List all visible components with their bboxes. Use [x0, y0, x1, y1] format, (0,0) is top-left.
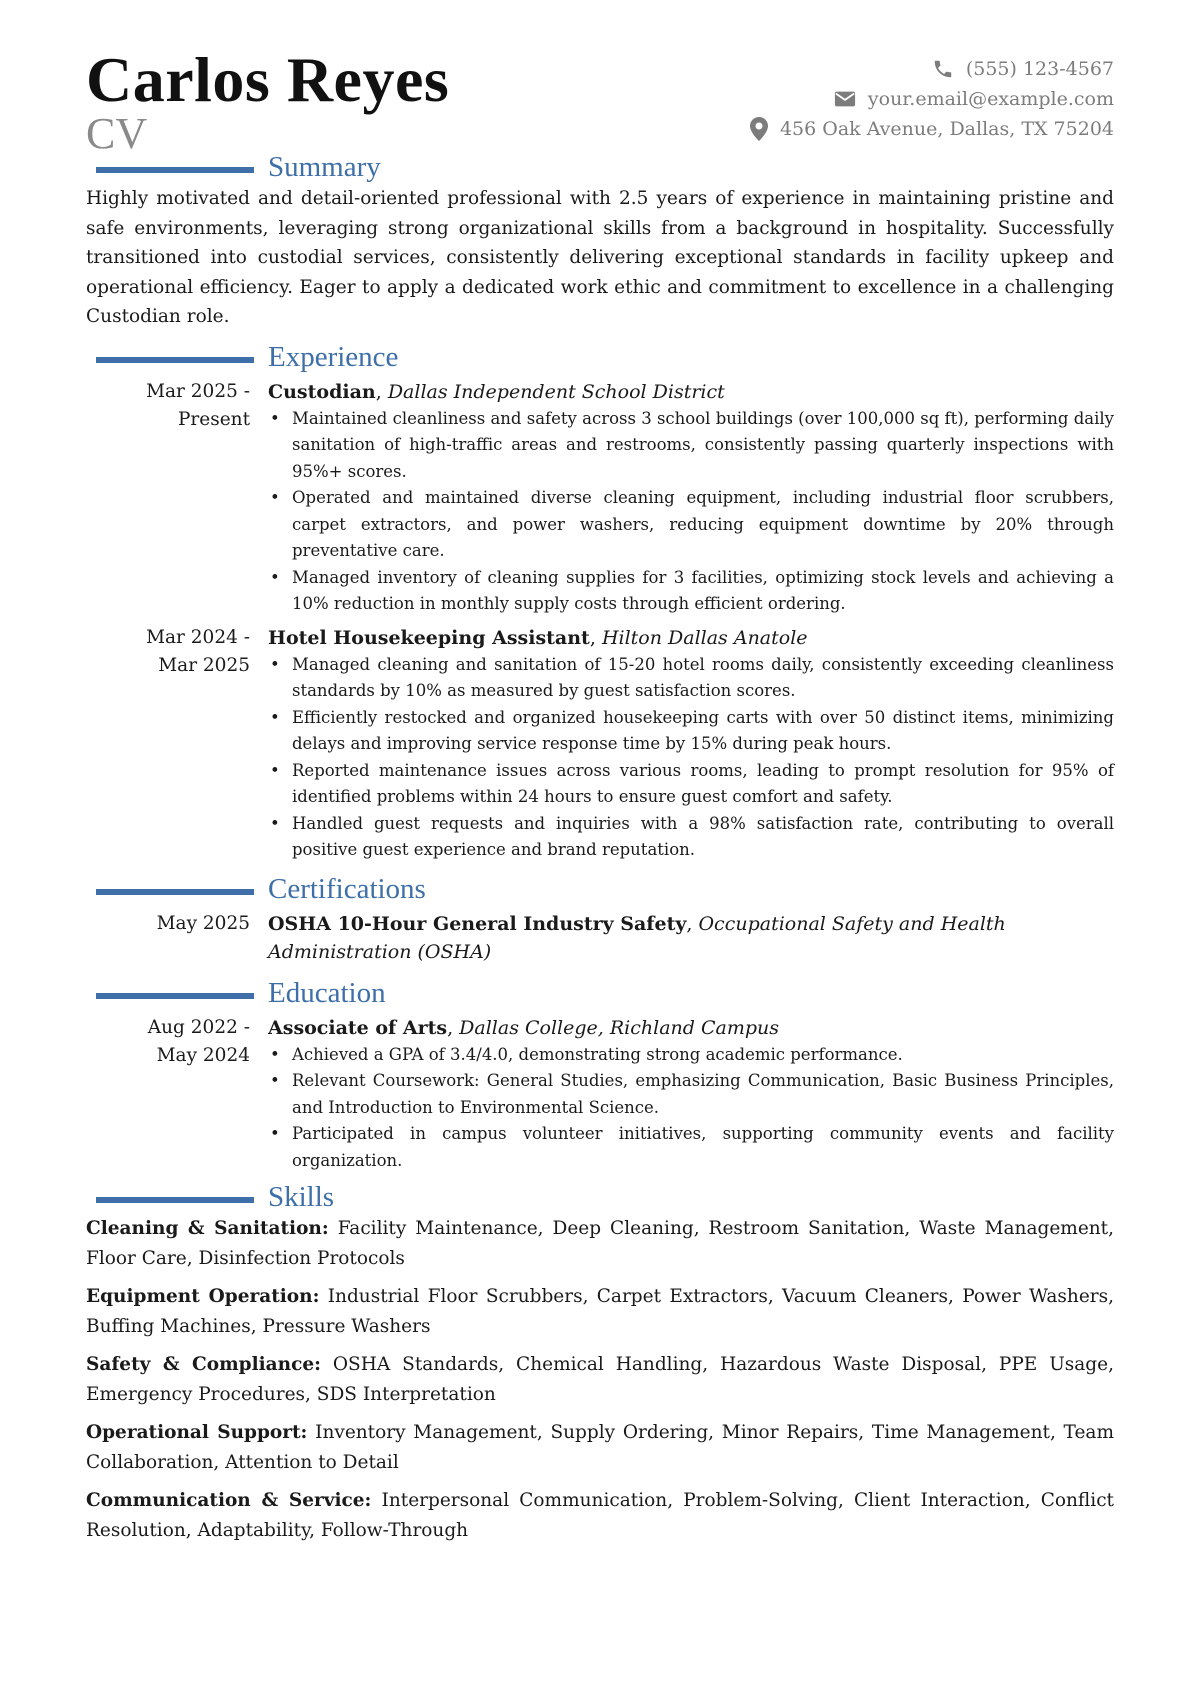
skill-items: Interpersonal Communication, Problem-Solving, Client Interaction, Conflict Resolution, Adaptability, Follow-Through — [86, 1490, 1114, 1541]
certifications-heading — [86, 872, 1114, 906]
skill-items: Industrial Floor Scrubbers, Carpet Extractors, Vacuum Cleaners, Power Washers, Buffing Machines, Pressure Washers — [86, 1286, 1114, 1337]
envelope-icon — [834, 90, 856, 108]
section-title: Summary — [268, 151, 381, 183]
section-title: Certifications — [268, 872, 426, 905]
date-end: Mar 2025 — [158, 654, 250, 676]
candidate-name: Carlos Reyes — [86, 44, 450, 115]
issuing-organization: Occupational Safety and Health Administration (OSHA) — [268, 912, 1006, 963]
employer: Dallas Independent School District — [387, 380, 725, 403]
degree: Associate of Arts — [268, 1016, 448, 1039]
list-item: • Managed inventory of cleaning supplies for 3 facilities, optimizing stock levels and achieving a 10% reduction in monthly supply costs through efficient ordering. — [292, 565, 1114, 618]
section-title: Experience — [268, 340, 399, 373]
date-end: May 2024 — [156, 1044, 250, 1066]
bullet-list — [268, 652, 1114, 864]
skill-items: Inventory Management, Supply Ordering, Minor Repairs, Time Management, Team Collaboration, Attention to Detail — [86, 1422, 1114, 1473]
entry-body — [268, 378, 1114, 618]
date-end: Present — [177, 408, 250, 430]
summary-heading — [86, 150, 1114, 184]
list-item: • Managed cleaning and sanitation of 15-20 hotel rooms daily, consistently exceeding cleanliness standards by 10% as measured by guest satisfaction scores. — [292, 652, 1114, 705]
summary-text: Highly motivated and detail-oriented professional with 2.5 years of experience in maintaining pristine and safe environments, leveraging strong organizational skills from a background in hospitality. Successfully transitioned into custodial services, consistently delivering exceptional standards in facility upkeep and operational efficiency. Eager to apply a dedicated work ethic and commitment to excellence in a challenging Custodian role. — [86, 188, 1114, 327]
skill-group — [86, 1418, 1114, 1477]
entry-title: Associate of Arts, Dallas College, Richland Campus — [268, 1016, 779, 1039]
job-role: Custodian — [268, 380, 376, 403]
list-item: • Handled guest requests and inquiries with a 98% satisfaction rate, contributing to overall positive guest experience and brand reputation. — [292, 811, 1114, 864]
email-address[interactable]: your.email@example.com — [867, 88, 1114, 110]
contact-block — [750, 54, 1114, 144]
list-item: • Reported maintenance issues across various rooms, leading to prompt resolution for 95% of identified problems within 24 hours to ensure guest comfort and safety. — [292, 758, 1114, 811]
entry-date — [86, 1014, 250, 1175]
document-subtitle: CV — [86, 109, 148, 158]
header — [86, 40, 1114, 158]
date-start: Mar 2025 - — [146, 380, 250, 402]
bullet-list — [268, 406, 1114, 618]
skills-list — [86, 1214, 1114, 1545]
skill-items: OSHA Standards, Chemical Handling, Hazardous Waste Disposal, PPE Usage, Emergency Procedures, SDS Interpretation — [86, 1354, 1114, 1405]
list-item: • Relevant Coursework: General Studies, emphasizing Communication, Basic Business Principles, and Introduction to Environmental Science. — [292, 1068, 1114, 1121]
entry-date — [86, 910, 250, 966]
section-rule — [96, 357, 254, 363]
skill-group — [86, 1214, 1114, 1273]
skill-category: Equipment Operation: — [86, 1286, 320, 1307]
experience-heading — [86, 340, 1114, 374]
section-rule — [96, 889, 254, 895]
street-address: 456 Oak Avenue, Dallas, TX 75204 — [779, 118, 1114, 140]
skill-category: Communication & Service: — [86, 1490, 372, 1511]
employer: Hilton Dallas Anatole — [601, 626, 808, 649]
contact-phone — [750, 54, 1114, 84]
contact-email — [750, 84, 1114, 114]
section-title: Education — [268, 976, 386, 1009]
skill-group — [86, 1486, 1114, 1545]
certification-entry — [86, 910, 1114, 966]
list-item: • Maintained cleanliness and safety across 3 school buildings (over 100,000 sq ft), performing daily sanitation of high-traffic areas and restrooms, consistently passing quarterly inspections with 95%+ scores. — [292, 406, 1114, 486]
skill-group — [86, 1350, 1114, 1409]
entry-body — [268, 1014, 1114, 1175]
school: Dallas College, Richland Campus — [459, 1016, 779, 1039]
section-rule — [96, 167, 254, 173]
skill-category: Safety & Compliance: — [86, 1354, 321, 1375]
cv-page — [86, 40, 1114, 1554]
date-start: Mar 2024 - — [146, 626, 250, 648]
job-role: Hotel Housekeeping Assistant — [268, 626, 590, 649]
date-start: May 2025 — [156, 912, 250, 934]
list-item: • Participated in campus volunteer initiatives, supporting community events and facility organization. — [292, 1121, 1114, 1174]
entry-date — [86, 378, 250, 618]
skill-category: Operational Support: — [86, 1422, 308, 1443]
skill-group — [86, 1282, 1114, 1341]
skill-category: Cleaning & Sanitation: — [86, 1218, 329, 1239]
list-item: • Achieved a GPA of 3.4/4.0, demonstrating strong academic performance. — [292, 1042, 1114, 1069]
list-item: • Efficiently restocked and organized housekeeping carts with over 50 distinct items, minimizing delays and improving service response time by 15% during peak hours. — [292, 705, 1114, 758]
entry-title: OSHA 10-Hour General Industry Safety, Occupational Safety and Health Administration (OSHA) — [268, 912, 1006, 963]
section-rule — [96, 1197, 254, 1203]
experience-entry — [86, 624, 1114, 864]
skills-heading — [86, 1180, 1114, 1214]
entry-body — [268, 910, 1114, 966]
phone-number[interactable]: (555) 123-4567 — [965, 58, 1114, 80]
phone-icon — [932, 58, 954, 80]
bullet-list — [268, 1042, 1114, 1175]
section-rule — [96, 993, 254, 999]
entry-title: Hotel Housekeeping Assistant, Hilton Dallas Anatole — [268, 626, 808, 649]
date-start: Aug 2022 - — [147, 1016, 250, 1038]
education-heading — [86, 976, 1114, 1010]
list-item: • Operated and maintained diverse cleaning equipment, including industrial floor scrubbers, carpet extractors, and power washers, reducing equipment downtime by 20% through preventative care. — [292, 485, 1114, 565]
entry-title: Custodian, Dallas Independent School District — [268, 380, 725, 403]
entry-body — [268, 624, 1114, 864]
certification-title: OSHA 10-Hour General Industry Safety — [268, 912, 687, 935]
entry-date — [86, 624, 250, 864]
education-entry — [86, 1014, 1114, 1175]
section-title: Skills — [268, 1181, 335, 1213]
experience-entry — [86, 378, 1114, 618]
map-marker-icon — [750, 117, 768, 141]
contact-address — [750, 114, 1114, 144]
skill-items: Facility Maintenance, Deep Cleaning, Restroom Sanitation, Waste Management, Floor Care, Disinfection Protocols — [86, 1218, 1114, 1269]
